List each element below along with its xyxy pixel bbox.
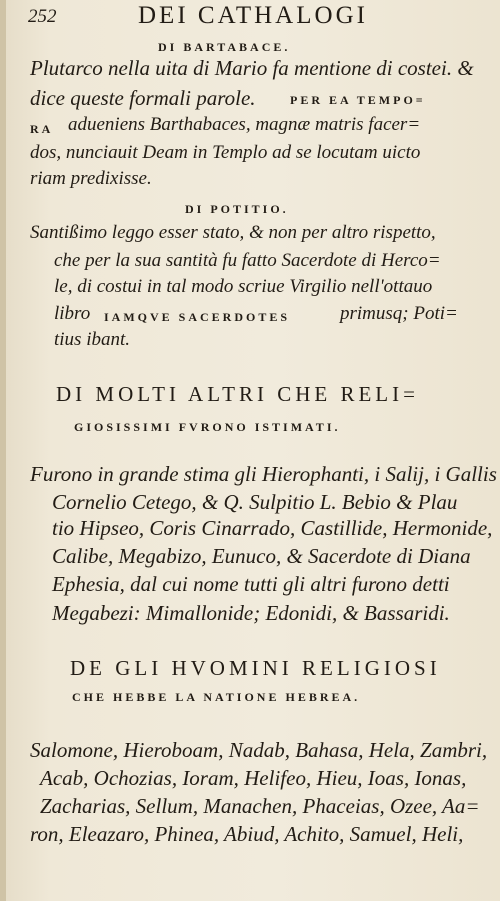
text-line: Furono in grande stima gli Hierophanti, i Salij, i Gallis [30, 462, 497, 486]
running-title: DEI CATHALOGI [138, 2, 368, 29]
text-line: Santißimo leggo esser stato, & non per altro rispetto, [30, 222, 436, 243]
text-line: Acab, Ochozias, Ioram, Helifeo, Hieu, Ioas, Ionas, [40, 766, 467, 790]
text-line: le, di costui in tal modo scriue Virgilio nell'ottauo [54, 276, 433, 297]
page-edge [0, 0, 6, 901]
text-line: dos, nunciauit Deam in Templo ad se locutam uicto [30, 142, 421, 163]
text-line: Cornelio Cetego, & Q. Sulpitio L. Bebio & Plau [52, 490, 458, 514]
section-heading-religiosi-line2: CHE HEBBE LA NATIONE HEBREA. [72, 690, 361, 704]
text-line: Calibe, Megabizo, Eunuco, & Sacerdote di Diana [52, 544, 471, 568]
text-line: dice queste formali parole. [30, 86, 256, 110]
text-line: PER EA TEMPO= [290, 93, 426, 107]
text-line: adueniens Barthabaces, magnæ matris facer= [68, 114, 421, 135]
text-line: libro [54, 303, 91, 324]
text-line: Ephesia, dal cui nome tutti gli altri furono detti [52, 572, 450, 596]
page-number: 252 [28, 6, 57, 27]
text-line: riam predixisse. [30, 168, 152, 189]
section-heading-potitio: DI POTITIO. [185, 202, 289, 216]
text-line: tio Hipseo, Coris Cinarrado, Castillide, Hermonide, [52, 516, 493, 540]
text-line: Salomone, Hieroboam, Nadab, Bahasa, Hela, Zambri, [30, 738, 488, 762]
text-line: Plutarco nella uita di Mario fa mentione di costei. & [30, 56, 474, 80]
section-heading-molti-line2: GIOSISSIMI FVRONO ISTIMATI. [74, 420, 341, 434]
text-line: Megabezi: Mimallonide; Edonidi, & Bassaridi. [52, 601, 450, 625]
text-line: ron, Eleazaro, Phinea, Abiud, Achito, Samuel, Heli, [30, 822, 464, 846]
text-line: IAMQVE SACERDOTES [104, 310, 291, 324]
section-heading-molti: DI MOLTI ALTRI CHE RELI= [56, 382, 419, 406]
page-header [0, 2, 500, 32]
text-line: Zacharias, Sellum, Manachen, Phaceias, Ozee, Aa= [40, 794, 480, 818]
text-line: RA [30, 122, 54, 136]
text-line: tius ibant. [54, 329, 131, 350]
section-heading-religiosi: DE GLI HVOMINI RELIGIOSI [70, 656, 441, 680]
section-subtitle-bartabace: DI BARTABACE. [158, 40, 291, 54]
text-line: primusq; Poti= [340, 303, 458, 324]
text-line: che per la sua santità fu fatto Sacerdote di Herco= [54, 250, 441, 271]
